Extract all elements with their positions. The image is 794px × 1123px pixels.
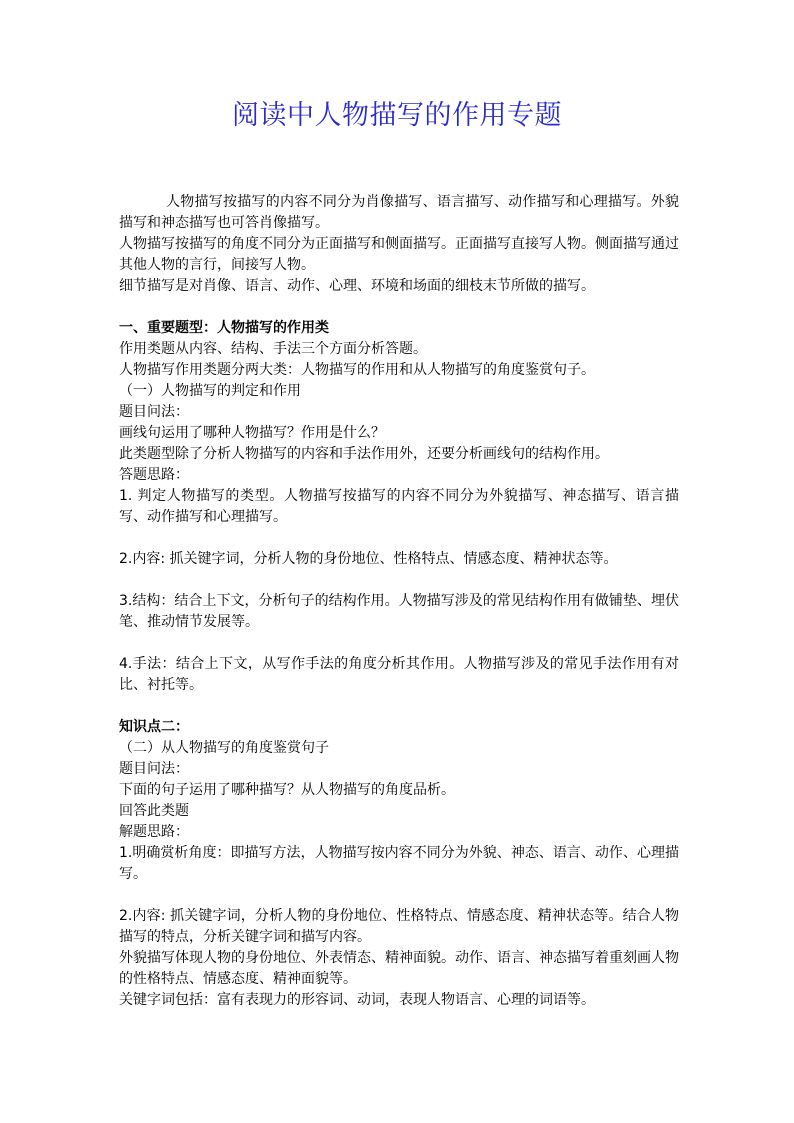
intro-paragraph-2: 人物描写按描写的角度不同分为正面描写和侧面描写。正面描写直接写人物。侧面描写通过其他人物的言行，间接写人物。 (119, 236, 679, 273)
section2-line: 回答此类题 (119, 803, 189, 819)
section2-line: 解题思路： (119, 824, 189, 840)
section2-line: 外貌描写体现人物的身份地位、外表情态、精神面貌。动作、语言、神态描写着重刻画人物的性格特点、情感态度、精神面貌等。 (119, 950, 679, 987)
spacer (119, 570, 679, 591)
section1-line: 人物描写作用类题分两大类：人物描写的作用和从人物描写的角度鉴赏句子。 (119, 362, 595, 378)
section1-point-1: 1. 判定人物描写的类型。人物描写按描写的内容不同分为外貌描写、神态描写、语言描写、动作描写和心理描写。 (119, 488, 679, 525)
section1-point-2: 2.内容: 抓关键字词，分析人物的身份地位、性格特点、情感态度、精神状态等。 (119, 551, 618, 567)
section1-line: 画线句运用了哪种人物描写？作用是什么？ (119, 425, 385, 441)
intro-paragraph-3: 细节描写是对肖像、语言、动作、心理、环境和场面的细枝末节所做的描写。 (119, 278, 595, 294)
section1-point-3: 3.结构：结合上下文，分析句子的结构作用。人物描写涉及的常见结构作用有做铺垫、埋伏笔、推动情节发展等。 (119, 593, 679, 630)
section2-point-2: 2.内容: 抓关键字词，分析人物的身份地位、性格特点、情感态度、精神状态等。结合人物描写的特点，分析关键字词和描写内容。 (119, 908, 679, 945)
spacer (119, 633, 679, 654)
section1-subheading: （一）人物描写的判定和作用 (119, 383, 301, 399)
section2-heading: 知识点二： (119, 719, 189, 735)
section1-heading: 一、重要题型：人物描写的作用类 (119, 320, 329, 336)
section1-line: 题目问法： (119, 404, 189, 420)
section1-line: 答题思路： (119, 467, 189, 483)
section2-point-1: 1.明确赏析角度：即描写方法，人物描写按内容不同分为外貌、神态、语言、动作、心理描写。 (119, 845, 679, 882)
section2-line: 下面的句子运用了哪种描写？从人物描写的角度品析。 (119, 782, 455, 798)
document-body (119, 192, 679, 1011)
section2-line: 关键字词包括：富有表现力的形容词、动词，表现人物语言、心理的词语等。 (119, 992, 595, 1008)
section2-line: 题目问法： (119, 761, 189, 777)
spacer (119, 528, 679, 549)
section2-subheading: （二）从人物描写的角度鉴赏句子 (119, 740, 329, 756)
intro-paragraph-1: 人物描写按描写的内容不同分为肖像描写、语言描写、动作描写和心理描写。外貌描写和神态描写也可答肖像描写。 (119, 194, 679, 231)
spacer (119, 297, 679, 318)
spacer (119, 885, 679, 906)
spacer (119, 696, 679, 717)
document-title: 阅读中人物描写的作用专题 (232, 100, 562, 131)
section1-point-4: 4.手法：结合上下文，从写作手法的角度分析其作用。人物描写涉及的常见手法作用有对比、衬托等。 (119, 656, 679, 693)
section1-line: 作用类题从内容、结构、手法三个方面分析答题。 (119, 341, 427, 357)
section1-line: 此类题型除了分析人物描写的内容和手法作用外，还要分析画线句的结构作用。 (119, 446, 609, 462)
